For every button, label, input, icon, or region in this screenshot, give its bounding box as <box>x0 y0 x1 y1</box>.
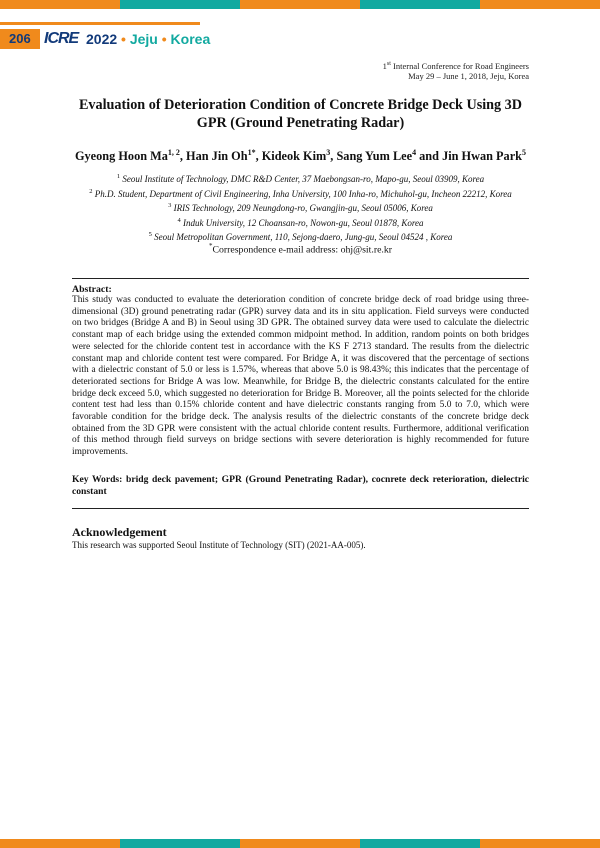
author-name: Kideok Kim <box>261 149 327 164</box>
affiliation-item <box>72 186 529 201</box>
author-separator: , <box>330 149 337 164</box>
logo-text: ICRE <box>44 30 79 47</box>
conference-year: 2022 <box>86 31 118 47</box>
top-color-bar <box>0 0 600 9</box>
affiliation-number: 5 <box>148 231 152 239</box>
acknowledgement-body: This research was supported Seoul Institute of Technology (SIT) (2021-AA-005). <box>72 540 366 550</box>
conference-location-2: Korea <box>170 31 211 47</box>
author-affiliation-mark: 1* <box>247 148 256 157</box>
paper-title: Evaluation of Deterioration Condition of Concrete Bridge Deck Using 3D GPR (Ground Penetrating Radar) <box>78 97 523 131</box>
author-name: Jin Hwan Park <box>442 149 523 164</box>
conference-location-1: Jeju <box>129 31 158 47</box>
affiliation-text: Induk University, 12 Choansan-ro, Nowon-gu, Seoul 01878, Korea <box>180 217 424 228</box>
divider <box>72 278 529 279</box>
author-affiliation-mark: 5 <box>522 148 527 157</box>
author-name: Gyeong Hoon Ma <box>74 149 168 164</box>
conference-name <box>86 29 210 49</box>
author-affiliation-mark: 4 <box>412 148 417 157</box>
keywords: Key Words: bridg deck pavement; GPR (Ground Penetrating Radar), cocnrete deck reterioration, dielectric constant <box>72 474 529 497</box>
page-number: 206 <box>0 29 40 49</box>
author-separator: , <box>255 149 262 164</box>
author-affiliation-mark: 3 <box>326 148 331 157</box>
author-affiliation-mark: 1, 2 <box>167 148 180 157</box>
abstract-heading: Abstract: <box>72 284 112 295</box>
author-separator: , <box>179 149 187 164</box>
affiliation-number: 2 <box>89 187 93 195</box>
affiliation-item <box>72 215 529 230</box>
conference-info-line1: 1st Internal Conference for Road Engineers <box>382 60 529 71</box>
acknowledgement-heading: Acknowledgement <box>72 525 167 539</box>
author-name: Han Jin Oh <box>186 149 248 164</box>
header-rule <box>0 22 200 25</box>
affiliation-list <box>72 171 529 244</box>
divider <box>72 508 529 509</box>
affiliation-number: 3 <box>168 202 172 210</box>
author-list <box>72 145 529 164</box>
affiliation-text: Ph.D. Student, Department of Civil Engineering, Inha University, 100 Inha-ro, Michuhol-gu, Incheon 22212, Korea <box>92 188 512 199</box>
affiliation-text: IRIS Technology, 209 Neungdong-ro, Gwangjin-gu, Seoul 05006, Korea <box>171 203 433 214</box>
affiliation-text: Seoul Metropolitan Government, 110, Sejong-daero, Jung-gu, Seoul 04524 , Korea <box>151 232 453 243</box>
correspondence-email: *Correspondence e-mail address: ohj@sit.re.kr <box>208 242 393 256</box>
bullet-icon: • <box>121 31 126 47</box>
affiliation-item <box>72 171 529 186</box>
affiliation-number: 4 <box>177 216 181 224</box>
affiliation-number: 1 <box>116 173 121 180</box>
author-name: Sang Yum Lee <box>336 149 413 164</box>
affiliation-item <box>72 200 529 215</box>
conference-info <box>383 59 529 82</box>
author-separator: and <box>416 149 443 164</box>
abstract-body: This study was conducted to evaluate the deterioration condition of concrete bridge deck of road bridge using three-dimensional (3D) ground penetrating radar (GPR) survey data and its in situ application. Field surveys were conducted on two bridges (Bridge A and B) in Seoul using 3D GPR. The obtained survey data were used to calculate the dielectric constant map of each bridge using the extended common midpoint method. In addition, random points on both bridges were selected for the chloride content test in accordance with the KS F 2713 standard. The results from the dielectric constant map and chloride content test were compared. For Bridge A, it was discovered that the percentage of sections with a dielectric constant of 5.0 or less is 1.57%, whereas that above 5.0 is 98.43%; this indicates that the percentage of deteriorated sections for Bridge A was low. Meanwhile, for Bridge B, the dielectric constants calculated for the entire bridge deck exceed 5.0, which suggested no deterioration for Bridge B. Moreover, all the points selected for the chloride content test had less than 0.15% chloride content and have dielectric constants ranging from 5.0 to 7.0, which were favorable condition for the bridge deck. The analysis results of the dielectric constants of the concrete bridge deck obtained from the 3D GPR were consistent with the actual chloride content results. Furthermore, additional verification of this method through field surveys on bridge sections with severe deterioration is highly recommended for future improvements. <box>72 295 529 458</box>
affiliation-text: Seoul Institute of Technology, DMC R&D Center, 37 Maebongsan-ro, Mapo-gu, Seoul 03909, Korea <box>120 174 485 184</box>
bottom-color-bar <box>0 839 600 848</box>
conference-logo <box>44 29 80 49</box>
conference-info-line2: May 29 – June 1, 2018, Jeju, Korea <box>408 71 529 82</box>
bullet-icon: • <box>161 31 167 47</box>
